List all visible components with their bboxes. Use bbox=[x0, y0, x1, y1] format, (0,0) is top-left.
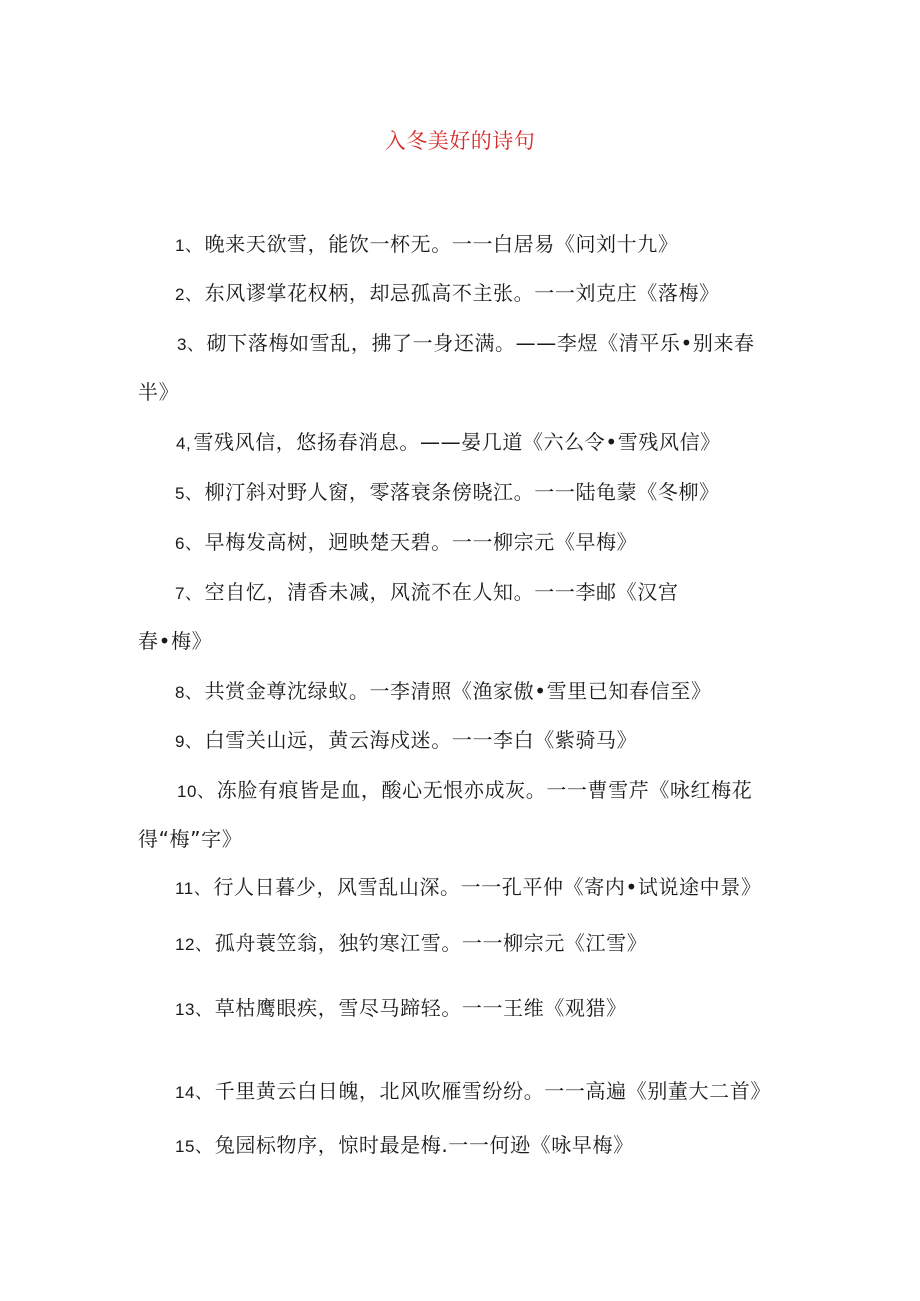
poem-line-12 bbox=[175, 928, 647, 960]
line-number: 14、 bbox=[175, 1083, 213, 1102]
poem-line-10-continued bbox=[136, 824, 242, 856]
line-text: 得“梅”字》 bbox=[138, 827, 243, 851]
line-text: 孤舟蓑笠翁，独钓寒江雪。一一柳宗元《江雪》 bbox=[214, 931, 648, 955]
line-number: 7、 bbox=[175, 584, 203, 603]
line-number: 8、 bbox=[175, 683, 203, 702]
line-number: 15、 bbox=[175, 1137, 213, 1156]
line-number: 11、 bbox=[175, 879, 212, 898]
line-number: 3、 bbox=[177, 335, 205, 354]
poem-line-15 bbox=[175, 1130, 634, 1162]
line-text: 雪残风信，悠扬春消息。——晏几道《六么令•雪残风信》 bbox=[193, 430, 721, 454]
line-number: 4, bbox=[176, 434, 192, 453]
line-number: 12、 bbox=[175, 935, 213, 954]
poem-line-8 bbox=[175, 676, 711, 708]
poem-line-5 bbox=[175, 477, 720, 509]
page-title: 入冬美好的诗句 bbox=[384, 129, 536, 153]
poem-line-13 bbox=[175, 993, 627, 1025]
poem-line-7-continued bbox=[136, 626, 212, 658]
line-text: 共赏金尊沈绿蚁。一李清照《渔家傲•雪里已知春信至》 bbox=[204, 679, 712, 703]
poem-line-1 bbox=[175, 229, 678, 261]
line-number: 1、 bbox=[175, 236, 203, 255]
line-text: 兔园标物序，惊时最是梅.一一何逊《咏早梅》 bbox=[214, 1133, 634, 1157]
poem-line-2 bbox=[175, 278, 720, 310]
line-number: 13、 bbox=[175, 1000, 213, 1019]
line-text: 柳汀斜对野人窗，零落衰条傍晓江。一一陆龟蒙《冬柳》 bbox=[204, 480, 720, 504]
poem-line-4 bbox=[176, 427, 721, 459]
line-text: 砌下落梅如雪乱，拂了一身还满。——李煜《清平乐•别来春 bbox=[206, 331, 755, 355]
line-text: 半》 bbox=[138, 380, 180, 404]
line-text: 冻脸有痕皆是血，酸心无恨亦成灰。一一曹雪芹《咏红梅花 bbox=[216, 778, 753, 802]
line-number: 10、 bbox=[177, 782, 215, 801]
poem-line-11 bbox=[175, 872, 761, 904]
line-text: 白雪关山远，黄云海戍迷。一一李白《紫骑马》 bbox=[204, 728, 638, 752]
line-text: 空自忆，清香未减，风流不在人知。一一李邮《汉宫 bbox=[204, 580, 679, 604]
poem-line-6 bbox=[175, 527, 637, 559]
line-text: 草枯鹰眼疾，雪尽马蹄轻。一一王维《观猎》 bbox=[214, 996, 627, 1020]
line-number: 9、 bbox=[175, 732, 203, 751]
poem-line-10 bbox=[177, 775, 752, 807]
poem-line-3-continued bbox=[136, 377, 179, 409]
line-number: 5、 bbox=[175, 484, 203, 503]
line-text: 千里黄云白日魄，北风吹雁雪纷纷。一一高遍《别董大二首》 bbox=[214, 1079, 771, 1103]
poem-line-7 bbox=[175, 577, 678, 609]
line-text: 晚来天欲雪，能饮一杯无。一一白居易《问刘十九》 bbox=[204, 232, 679, 256]
poem-line-14 bbox=[175, 1076, 771, 1108]
line-text: 早梅发高树，迥映楚天碧。一一柳宗元《早梅》 bbox=[204, 530, 638, 554]
line-text: 东风谬掌花权柄，却忌孤高不主张。一一刘克庄《落梅》 bbox=[204, 281, 720, 305]
line-number: 6、 bbox=[175, 534, 203, 553]
line-number: 2、 bbox=[175, 285, 203, 304]
poem-line-3 bbox=[177, 328, 755, 360]
poem-line-9 bbox=[175, 725, 637, 757]
line-text: 春•梅》 bbox=[138, 629, 213, 653]
line-text: 行人日暮少，风雪乱山深。一一孔平仲《寄内•试说途中景》 bbox=[213, 875, 762, 899]
